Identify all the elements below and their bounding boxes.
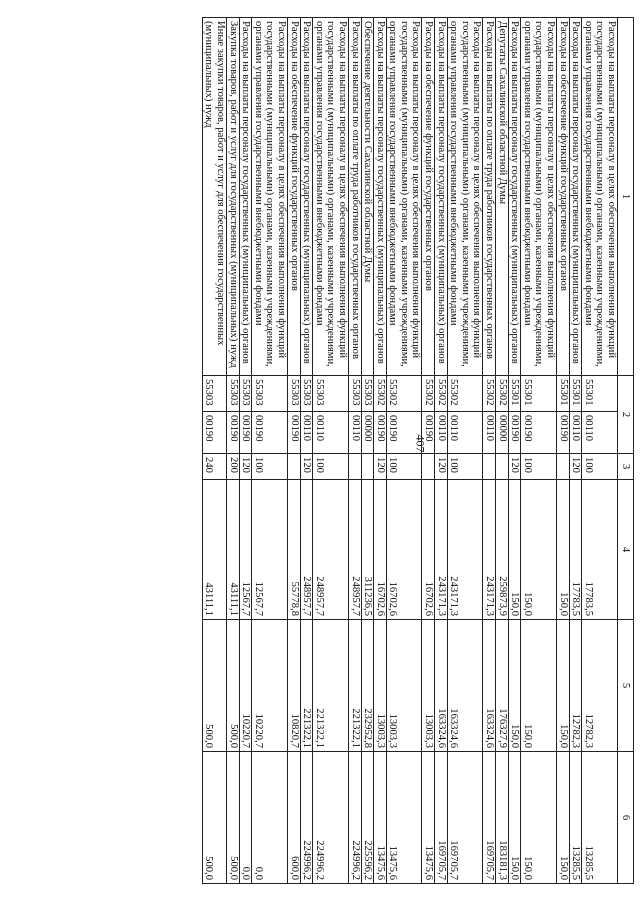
code-item: 00000 (496, 412, 509, 454)
value-col-5: 163324,6 (483, 620, 496, 752)
value-col-6: 150,0 (508, 752, 521, 884)
value-col-4: 16702,6 (374, 480, 387, 620)
code-expense-type: 100 (313, 454, 349, 480)
code-expense-type (348, 454, 361, 480)
code-expense-type: 120 (508, 454, 521, 480)
code-section: 55302 (435, 376, 448, 412)
value-col-6: 169705,7 (447, 752, 483, 884)
code-item: 00110 (582, 412, 618, 454)
code-section: 55302 (374, 376, 387, 412)
code-item: 00110 (447, 412, 483, 454)
value-col-6: 183181,3 (496, 752, 509, 884)
table-header-row (618, 18, 634, 884)
row-name: Расходы на обеспечение функций государственных органов (287, 18, 300, 376)
code-section: 55302 (447, 376, 483, 412)
code-item: 00110 (569, 412, 582, 454)
value-col-4: 12567,7 (252, 480, 288, 620)
row-name: Расходы на выплаты персоналу в целях обеспечения выполнения функций государственными (муниципальными) органами, казенными учреждениями, органами управления государственными внебюджетными фондами (252, 18, 288, 376)
value-col-4: 248957,7 (348, 480, 361, 620)
code-section: 55303 (287, 376, 300, 412)
code-section: 55303 (202, 376, 226, 412)
row-name: Депутаты Сахалинской областной Думы (496, 18, 509, 376)
table-row (557, 18, 570, 884)
value-col-5: 221322,1 (348, 620, 361, 752)
value-col-6: 169705,7 (435, 752, 448, 884)
code-section: 55302 (422, 376, 435, 412)
table-row (435, 18, 448, 884)
code-section: 55303 (361, 376, 374, 412)
budget-table-wrapper (74, 17, 634, 883)
row-name: Расходы на выплаты персоналу в целях обеспечения выполнения функций государственными (муниципальными) органами, казенными учреждениями, органами управления государственными внебюджетными фондами (447, 18, 483, 376)
value-col-6: 13475,6 (422, 752, 435, 884)
code-expense-type: 100 (252, 454, 288, 480)
value-col-4: 243171,3 (435, 480, 448, 620)
code-item: 00190 (227, 412, 240, 454)
value-col-5: 13003,3 (422, 620, 435, 752)
code-item: 00110 (483, 412, 496, 454)
table-row (386, 18, 422, 884)
value-col-5: 232952,8 (361, 620, 374, 752)
value-col-4: 259873,9 (496, 480, 509, 620)
column-header-5: 5 (618, 620, 634, 752)
value-col-6: 13285,5 (582, 752, 618, 884)
code-expense-type: 240 (202, 454, 226, 480)
code-item: 00190 (202, 412, 226, 454)
code-expense-type: 120 (374, 454, 387, 480)
code-item: 00190 (239, 412, 252, 454)
table-row (496, 18, 509, 884)
code-section: 55303 (239, 376, 252, 412)
row-name: Расходы на выплаты персоналу государственных (муниципальных) органов (435, 18, 448, 376)
table-row (313, 18, 349, 884)
code-item: 00190 (252, 412, 288, 454)
value-col-4: 150,0 (557, 480, 570, 620)
code-section: 55303 (300, 376, 313, 412)
value-col-4: 17783,5 (582, 480, 618, 620)
code-section: 55301 (508, 376, 521, 412)
row-name: Расходы на выплаты персоналу государственных (муниципальных) органов (300, 18, 313, 376)
value-col-5: 163324,6 (435, 620, 448, 752)
value-col-5: 150,0 (557, 620, 570, 752)
code-expense-type: 100 (582, 454, 618, 480)
value-col-6: 150,0 (557, 752, 570, 884)
row-name: Расходы на выплаты персоналу государственных (муниципальных) органов (569, 18, 582, 376)
value-col-4: 248957,7 (313, 480, 349, 620)
value-col-6: 224996,2 (300, 752, 313, 884)
row-name: Обеспечение деятельности Сахалинской областной Думы (361, 18, 374, 376)
code-section: 55301 (582, 376, 618, 412)
table-row (300, 18, 313, 884)
code-expense-type (361, 454, 374, 480)
code-item: 00110 (435, 412, 448, 454)
row-name: Расходы на выплаты персоналу в целях обеспечения выполнения функций государственными (муниципальными) органами, казенными учреждениями, органами управления государственными внебюджетными фондами (386, 18, 422, 376)
budget-table (202, 17, 634, 884)
value-col-5: 221322,1 (300, 620, 313, 752)
table-row (483, 18, 496, 884)
code-expense-type: 120 (435, 454, 448, 480)
table-row (361, 18, 374, 884)
code-expense-type: 120 (239, 454, 252, 480)
code-section: 55301 (569, 376, 582, 412)
row-name: Расходы на выплаты персоналу в целях обеспечения выполнения функций государственными (муниципальными) органами, казенными учреждениями, органами управления государственными внебюджетными фондами (521, 18, 557, 376)
table-row (287, 18, 300, 884)
code-expense-type: 200 (227, 454, 240, 480)
table-row (348, 18, 361, 884)
value-col-6: 169705,7 (483, 752, 496, 884)
table-row (447, 18, 483, 884)
table-body (202, 18, 617, 884)
column-header-6: 6 (618, 752, 634, 884)
value-col-4: 43111,1 (202, 480, 226, 620)
value-col-4: 248957,7 (300, 480, 313, 620)
value-col-6: 500,0 (227, 752, 240, 884)
value-col-4: 43111,1 (227, 480, 240, 620)
code-section: 55302 (496, 376, 509, 412)
code-item: 00190 (386, 412, 422, 454)
column-header-3: 3 (618, 454, 634, 480)
row-name: Расходы на выплаты по оплате труда работников государственных органов (348, 18, 361, 376)
value-col-4: 150,0 (521, 480, 557, 620)
table-row (374, 18, 387, 884)
value-col-4: 12567,7 (239, 480, 252, 620)
value-col-6: 13475,6 (374, 752, 387, 884)
code-section: 55302 (386, 376, 422, 412)
column-header-4: 4 (618, 480, 634, 620)
code-item: 00110 (348, 412, 361, 454)
value-col-5: 150,0 (521, 620, 557, 752)
value-col-6: 225596,2 (361, 752, 374, 884)
code-item: 00190 (422, 412, 435, 454)
code-section: 55303 (348, 376, 361, 412)
code-item: 00190 (557, 412, 570, 454)
value-col-4: 150,0 (508, 480, 521, 620)
value-col-6: 600,0 (287, 752, 300, 884)
value-col-4: 311236,5 (361, 480, 374, 620)
code-item: 00190 (508, 412, 521, 454)
row-name: Расходы на выплаты по оплате труда работников государственных органов (483, 18, 496, 376)
code-expense-type: 120 (300, 454, 313, 480)
table-row (582, 18, 618, 884)
code-item: 00110 (300, 412, 313, 454)
value-col-6: 0,0 (239, 752, 252, 884)
value-col-4: 243171,3 (447, 480, 483, 620)
code-expense-type: 120 (569, 454, 582, 480)
value-col-6: 224996,2 (348, 752, 361, 884)
code-expense-type: 100 (521, 454, 557, 480)
column-header-1: 1 (618, 18, 634, 376)
code-section: 55303 (227, 376, 240, 412)
table-row (202, 18, 226, 884)
code-section: 55301 (521, 376, 557, 412)
value-col-4: 16702,6 (422, 480, 435, 620)
code-section: 55302 (483, 376, 496, 412)
row-name: Расходы на обеспечение функций государственных органов (557, 18, 570, 376)
code-expense-type (496, 454, 509, 480)
value-col-5: 176327,9 (496, 620, 509, 752)
code-item: 00190 (374, 412, 387, 454)
value-col-6: 13475,6 (386, 752, 422, 884)
code-expense-type: 100 (447, 454, 483, 480)
value-col-5: 10220,7 (239, 620, 252, 752)
code-expense-type (557, 454, 570, 480)
value-col-4: 16702,6 (386, 480, 422, 620)
value-col-6: 150,0 (521, 752, 557, 884)
table-row (521, 18, 557, 884)
row-name: Иные закупки товаров, работ и услуг для обеспечения государственных (муниципальных) нужд (202, 18, 226, 376)
value-col-4: 55778,8 (287, 480, 300, 620)
table-row (569, 18, 582, 884)
code-section: 55301 (557, 376, 570, 412)
code-expense-type (287, 454, 300, 480)
code-item: 00000 (361, 412, 374, 454)
table-row (508, 18, 521, 884)
value-col-4: 17783,5 (569, 480, 582, 620)
row-name: Расходы на выплаты персоналу государственных (муниципальных) органов (374, 18, 387, 376)
value-col-5: 12782,3 (569, 620, 582, 752)
value-col-5: 10220,7 (252, 620, 288, 752)
value-col-5: 13003,3 (374, 620, 387, 752)
page-number: 407 (413, 434, 428, 453)
value-col-6: 224996,2 (313, 752, 349, 884)
code-expense-type (422, 454, 435, 480)
column-header-2: 2 (618, 376, 634, 454)
code-item: 00190 (521, 412, 557, 454)
row-name: Расходы на выплаты персоналу в целях обеспечения выполнения функций государственными (муниципальными) органами, казенными учреждениями, органами управления государственными внебюджетными фондами (313, 18, 349, 376)
value-col-5: 500,0 (227, 620, 240, 752)
row-name: Расходы на выплаты персоналу в целях обеспечения выполнения функций государственными (муниципальными) органами, казенными учреждениями, органами управления государственными внебюджетными фондами (582, 18, 618, 376)
value-col-5: 13003,3 (386, 620, 422, 752)
table-row (239, 18, 252, 884)
code-item: 00190 (287, 412, 300, 454)
code-expense-type: 100 (386, 454, 422, 480)
value-col-5: 150,0 (508, 620, 521, 752)
value-col-5: 221322,1 (313, 620, 349, 752)
value-col-5: 500,0 (202, 620, 226, 752)
value-col-6: 13285,5 (569, 752, 582, 884)
table-row (227, 18, 240, 884)
code-item: 00110 (313, 412, 349, 454)
row-name: Расходы на выплаты персоналу государственных (муниципальных) органов (239, 18, 252, 376)
code-section: 55303 (313, 376, 349, 412)
code-expense-type (483, 454, 496, 480)
row-name: Расходы на выплаты персоналу государственных (муниципальных) органов (508, 18, 521, 376)
code-section: 55303 (252, 376, 288, 412)
value-col-5: 10820,7 (287, 620, 300, 752)
table-row (422, 18, 435, 884)
row-name: Закупка товаров, работ и услуг для государственных (муниципальных) нужд (227, 18, 240, 376)
value-col-5: 12782,3 (582, 620, 618, 752)
table-row (252, 18, 288, 884)
value-col-5: 163324,6 (447, 620, 483, 752)
value-col-4: 243171,3 (483, 480, 496, 620)
value-col-6: 500,0 (202, 752, 226, 884)
value-col-6: 0,0 (252, 752, 288, 884)
row-name: Расходы на обеспечение функций государственных органов (422, 18, 435, 376)
